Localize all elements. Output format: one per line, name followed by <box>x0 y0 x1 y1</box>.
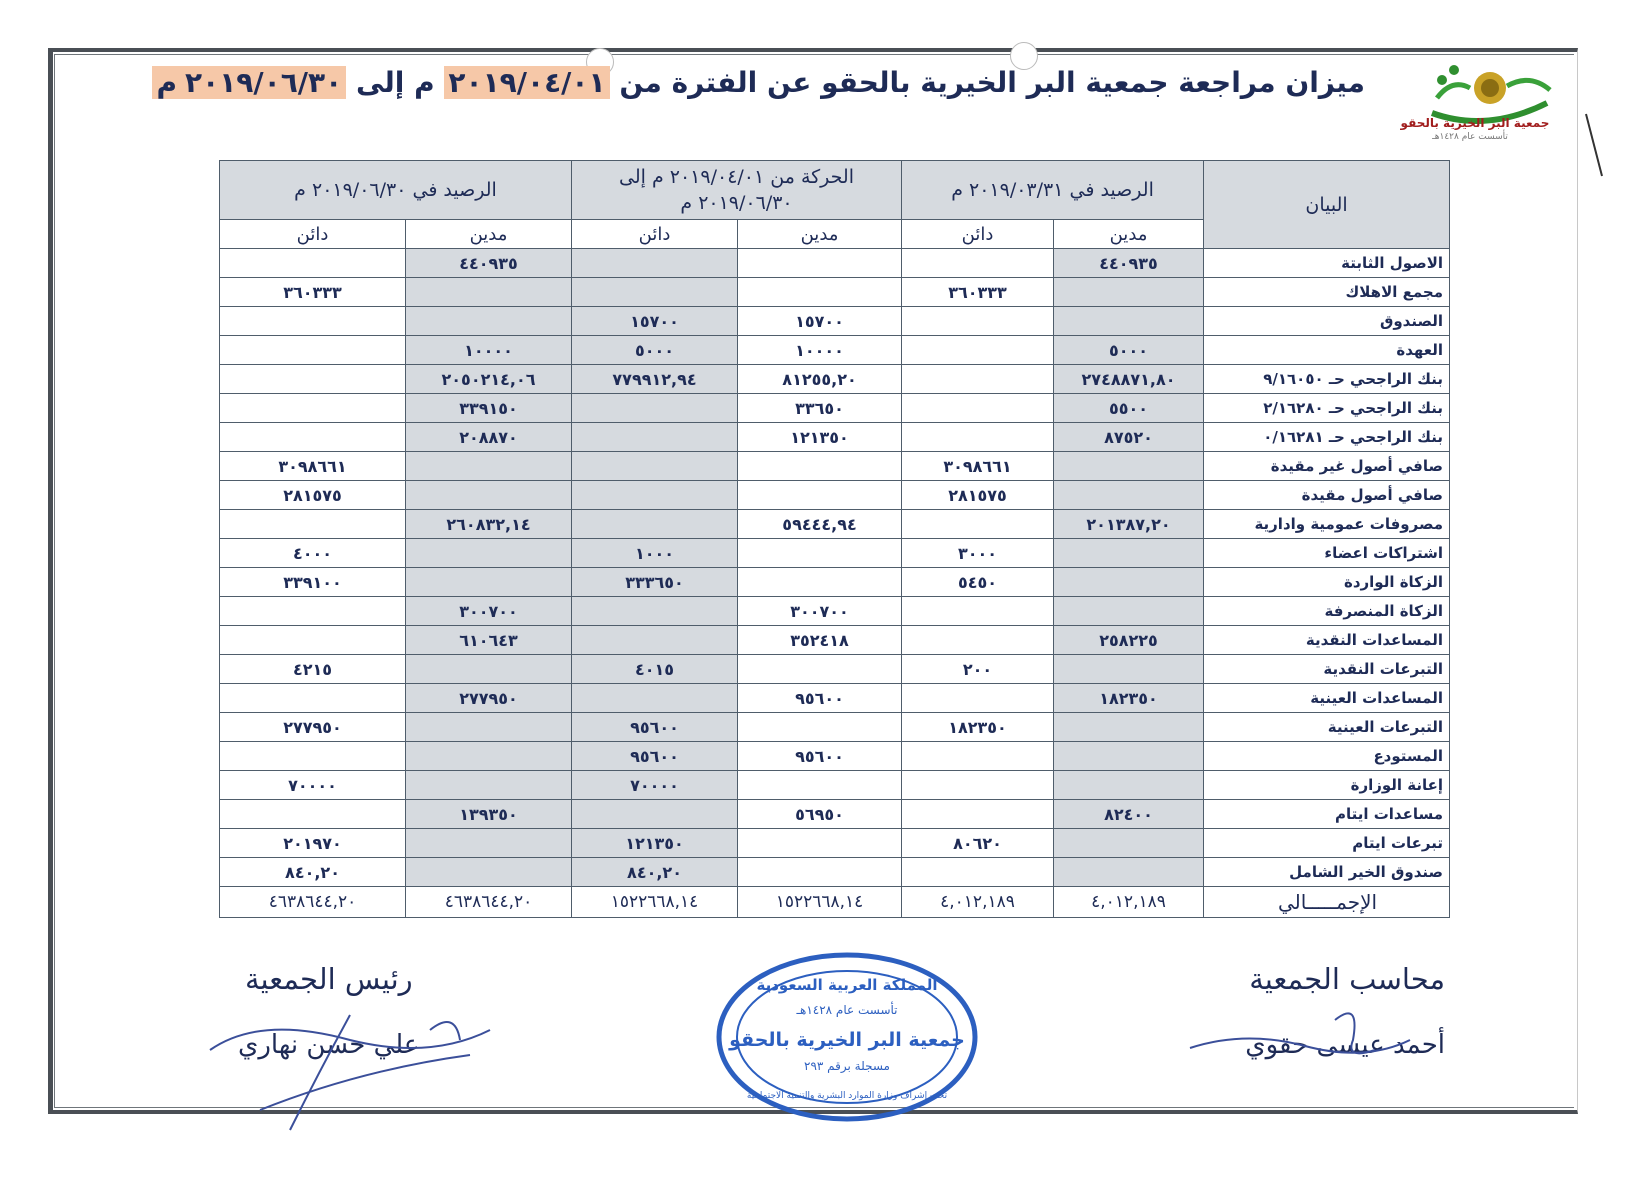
cell-value <box>738 452 902 481</box>
cell-value <box>406 481 572 510</box>
cell-value <box>220 336 406 365</box>
table-row <box>220 800 1450 829</box>
cell-value <box>738 829 902 858</box>
cell-value <box>406 655 572 684</box>
header-movement: الحركة من ٢٠١٩/٠٤/٠١ م إلى ٢٠١٩/٠٦/٣٠ م <box>572 161 902 220</box>
cell-value <box>902 597 1054 626</box>
table-row <box>220 829 1450 858</box>
cell-value: ٢٨١٥٧٥ <box>220 481 406 510</box>
cell-value <box>220 510 406 539</box>
cell-value: ١٥٧٠٠ <box>738 307 902 336</box>
cell-value <box>406 452 572 481</box>
table-row <box>220 655 1450 684</box>
cell-value <box>220 597 406 626</box>
cell-value: ٢٠٠ <box>902 655 1054 684</box>
cell-value <box>406 742 572 771</box>
table-row <box>220 278 1450 307</box>
cell-value <box>406 771 572 800</box>
title-middle: م إلى <box>355 66 435 99</box>
cell-value <box>738 713 902 742</box>
row-label: بنك الراجحي حـ ٢/١٦٢٨٠ <box>1204 394 1450 423</box>
header-statement: البيان <box>1204 161 1450 249</box>
header-credit: دائن <box>220 220 406 249</box>
cell-value <box>1054 481 1204 510</box>
row-label: اشتراكات اعضاء <box>1204 539 1450 568</box>
cell-value <box>220 684 406 713</box>
row-label: المساعدات العينية <box>1204 684 1450 713</box>
cell-value: ٣٣٩١٥٠ <box>406 394 572 423</box>
cell-value: ٢٨١٥٧٥ <box>902 481 1054 510</box>
cell-value: ١٣٩٣٥٠ <box>406 800 572 829</box>
header-debit: مدين <box>406 220 572 249</box>
row-label: التبرعات النقدية <box>1204 655 1450 684</box>
row-label: إعانة الوزارة <box>1204 771 1450 800</box>
cell-value <box>220 394 406 423</box>
cell-value: ٣٣٣٦٥٠ <box>572 568 738 597</box>
table-row <box>220 742 1450 771</box>
cell-value <box>220 626 406 655</box>
president-name: علي حسن نهاري <box>238 1030 420 1060</box>
stamp-line-3: جمعية البر الخيرية بالحقو <box>729 1029 965 1051</box>
cell-value: ٣٣٦٥٠ <box>738 394 902 423</box>
cell-value <box>572 800 738 829</box>
cell-value <box>220 249 406 278</box>
cell-value <box>902 365 1054 394</box>
logo-name: جمعية البر الخيرية بالحقو <box>1400 116 1550 130</box>
cell-value: ٢٦٠٨٣٢,١٤ <box>406 510 572 539</box>
cell-value: ١٥٢٢٦٦٨,١٤ <box>738 887 902 918</box>
row-label: الزكاة الواردة <box>1204 568 1450 597</box>
cell-value: ٨٢٤٠٠ <box>1054 800 1204 829</box>
row-label: بنك الراجحي حـ ٩/١٦٠٥٠ <box>1204 365 1450 394</box>
row-label: مساعدات ايتام <box>1204 800 1450 829</box>
cell-value <box>738 481 902 510</box>
table-row <box>220 423 1450 452</box>
cell-value <box>902 336 1054 365</box>
page-title <box>152 66 1365 106</box>
total-row <box>220 887 1450 918</box>
row-label: العهدة <box>1204 336 1450 365</box>
stamp-line-4: مسجلة برقم ٢٩٣ <box>804 1059 890 1073</box>
stamp-line-5: تحت إشراف وزارة الموارد البشرية والتنمية الاجتماعية <box>746 1091 948 1101</box>
cell-value <box>1054 829 1204 858</box>
cell-value <box>738 655 902 684</box>
cell-value: ٩٥٦٠٠ <box>738 742 902 771</box>
cell-value: ٣٦٠٣٣٣ <box>220 278 406 307</box>
row-label: مجمع الاهلاك <box>1204 278 1450 307</box>
cell-value: ١٠٠٠٠ <box>738 336 902 365</box>
table-row <box>220 568 1450 597</box>
cell-value: ٨١٢٥٥,٢٠ <box>738 365 902 394</box>
cell-value <box>902 742 1054 771</box>
cell-value <box>406 568 572 597</box>
cell-value <box>738 771 902 800</box>
table-body <box>220 249 1450 918</box>
cell-value <box>220 365 406 394</box>
cell-value <box>406 829 572 858</box>
cell-value <box>902 249 1054 278</box>
cell-value <box>572 481 738 510</box>
cell-value: ٥٠٠٠ <box>572 336 738 365</box>
row-label: صافي أصول غير مقيدة <box>1204 452 1450 481</box>
cell-value: ٢٠١٣٨٧,٢٠ <box>1054 510 1204 539</box>
table-row <box>220 452 1450 481</box>
cell-value <box>738 278 902 307</box>
cell-value: ١٢١٣٥٠ <box>572 829 738 858</box>
cell-value: ٤٦٣٨٦٤٤,٢٠ <box>406 887 572 918</box>
cell-value: ٩٥٦٠٠ <box>572 713 738 742</box>
title-date-from: ٢٠١٩/٠٤/٠١ <box>444 66 609 99</box>
row-label: صافي أصول مقيدة <box>1204 481 1450 510</box>
cell-value <box>406 858 572 887</box>
table-row <box>220 626 1450 655</box>
title-date-to: ٢٠١٩/٠٦/٣٠ <box>181 66 346 99</box>
header-credit: دائن <box>902 220 1054 249</box>
cell-value <box>1054 452 1204 481</box>
header-opening-balance: الرصيد في ٢٠١٩/٠٣/٣١ م <box>902 161 1204 220</box>
cell-value: ٣٥٢٤١٨ <box>738 626 902 655</box>
cell-value <box>572 597 738 626</box>
cell-value: ٢٥٨٢٢٥ <box>1054 626 1204 655</box>
cell-value <box>1054 278 1204 307</box>
president-signature <box>200 1010 500 1140</box>
cell-value: ٣٦٠٣٣٣ <box>902 278 1054 307</box>
cell-value <box>1054 713 1204 742</box>
cell-value: ٦١٠٦٤٣ <box>406 626 572 655</box>
cell-value: ٢٧٤٨٨٧١,٨٠ <box>1054 365 1204 394</box>
cell-value <box>572 684 738 713</box>
cell-value <box>738 858 902 887</box>
cell-value: ٥٩٤٤٤,٩٤ <box>738 510 902 539</box>
cell-value: ٢٠٨٨٧٠ <box>406 423 572 452</box>
cell-value <box>572 452 738 481</box>
cell-value <box>738 568 902 597</box>
accountant-signature <box>1185 1000 1415 1080</box>
cell-value <box>902 771 1054 800</box>
table-row <box>220 771 1450 800</box>
cell-value: ٤٤٠٩٣٥ <box>1054 249 1204 278</box>
cell-value: ٣٣٩١٠٠ <box>220 568 406 597</box>
cell-value: ٧٠٠٠٠ <box>220 771 406 800</box>
row-label: الصندوق <box>1204 307 1450 336</box>
cell-value: ١٠٠٠٠ <box>406 336 572 365</box>
cell-value <box>902 423 1054 452</box>
table-row <box>220 307 1450 336</box>
row-label: بنك الراجحي حـ ٠/١٦٢٨١ <box>1204 423 1450 452</box>
cell-value: ٧٠٠٠٠ <box>572 771 738 800</box>
cell-value: ٣٠٩٨٦٦١ <box>220 452 406 481</box>
table-row <box>220 249 1450 278</box>
cell-value: ٤٢١٥ <box>220 655 406 684</box>
row-label: الزكاة المنصرفة <box>1204 597 1450 626</box>
cell-value <box>220 307 406 336</box>
trial-balance-table <box>219 160 1450 918</box>
cell-value: ٨٠٦٢٠ <box>902 829 1054 858</box>
cell-value: ٤٤٠٩٣٥ <box>406 249 572 278</box>
cell-value <box>1054 771 1204 800</box>
cell-value <box>406 307 572 336</box>
cell-value: ١٢١٣٥٠ <box>738 423 902 452</box>
cell-value <box>1054 742 1204 771</box>
logo-subtitle: تأسست عام ١٤٢٨هـ <box>1432 132 1508 142</box>
cell-value <box>738 539 902 568</box>
header-credit: دائن <box>572 220 738 249</box>
cell-value: ٣٠٩٨٦٦١ <box>902 452 1054 481</box>
cell-value <box>572 249 738 278</box>
table-row <box>220 394 1450 423</box>
cell-value <box>1054 307 1204 336</box>
cell-value <box>902 510 1054 539</box>
cell-value: ٤,٠١٢,١٨٩ <box>1054 887 1204 918</box>
header-closing-balance: الرصيد في ٢٠١٩/٠٦/٣٠ م <box>220 161 572 220</box>
row-label: صندوق الخير الشامل <box>1204 858 1450 887</box>
cell-value: ٢٠٥٠٢١٤,٠٦ <box>406 365 572 394</box>
cell-value: ٥٠٠٠ <box>1054 336 1204 365</box>
table-row <box>220 539 1450 568</box>
row-label: المساعدات النقدية <box>1204 626 1450 655</box>
accountant-name: أحمد عيسى حقوي <box>1245 1030 1445 1060</box>
cell-value <box>902 626 1054 655</box>
cell-value: ٥٥٠٠ <box>1054 394 1204 423</box>
cell-value <box>902 800 1054 829</box>
cell-value <box>902 307 1054 336</box>
cell-value: ٣٠٠٧٠٠ <box>738 597 902 626</box>
cell-value: ٢٧٧٩٥٠ <box>220 713 406 742</box>
cell-value: ٤٠٠٠ <box>220 539 406 568</box>
cell-value <box>1054 655 1204 684</box>
cell-value: ٨٤٠,٢٠ <box>572 858 738 887</box>
cell-value <box>1054 597 1204 626</box>
cell-value <box>572 278 738 307</box>
row-label: التبرعات العينية <box>1204 713 1450 742</box>
cell-value: ٧٧٩٩١٢,٩٤ <box>572 365 738 394</box>
cell-value: ١٨٢٣٥٠ <box>902 713 1054 742</box>
cell-value <box>220 800 406 829</box>
cell-value <box>1054 858 1204 887</box>
stamp-line-2: تأسست عام ١٤٢٨هـ <box>796 1003 898 1017</box>
table-row <box>220 597 1450 626</box>
table-row <box>220 713 1450 742</box>
cell-value <box>902 394 1054 423</box>
table-row <box>220 336 1450 365</box>
row-label: المستودع <box>1204 742 1450 771</box>
stamp-line-1: المملكة العربية السعودية <box>756 976 938 994</box>
table-row <box>220 365 1450 394</box>
official-stamp <box>712 948 982 1126</box>
cell-value: ٤٦٣٨٦٤٤,٢٠ <box>220 887 406 918</box>
cell-value: ٨٤٠,٢٠ <box>220 858 406 887</box>
cell-value <box>902 684 1054 713</box>
cell-value <box>220 742 406 771</box>
cell-value: ٥٦٩٥٠ <box>738 800 902 829</box>
cell-value: ٩٥٦٠٠ <box>572 742 738 771</box>
cell-value <box>406 539 572 568</box>
cell-value: ٩٥٦٠٠ <box>738 684 902 713</box>
cell-value: ٤٠١٥ <box>572 655 738 684</box>
cell-value <box>1054 539 1204 568</box>
cell-value: ٥٤٥٠ <box>902 568 1054 597</box>
cell-value <box>738 249 902 278</box>
cell-value: ٣٠٠٧٠٠ <box>406 597 572 626</box>
cell-value: ١٥٢٢٦٦٨,١٤ <box>572 887 738 918</box>
cell-value <box>220 423 406 452</box>
cell-value: ١٨٢٣٥٠ <box>1054 684 1204 713</box>
cell-value: ٣٠٠٠ <box>902 539 1054 568</box>
table-row <box>220 858 1450 887</box>
cell-value <box>406 278 572 307</box>
table-row <box>220 510 1450 539</box>
cell-value: ٨٧٥٢٠ <box>1054 423 1204 452</box>
header-debit: مدين <box>738 220 902 249</box>
cell-value <box>572 423 738 452</box>
cell-value: ١٠٠٠ <box>572 539 738 568</box>
cell-value <box>572 394 738 423</box>
title-prefix: ميزان مراجعة جمعية البر الخيرية بالحقو عن الفترة من <box>619 66 1365 99</box>
pen-mark <box>1580 110 1610 180</box>
row-label: مصروفات عمومية وادارية <box>1204 510 1450 539</box>
title-suffix: م <box>152 66 181 99</box>
header-debit: مدين <box>1054 220 1204 249</box>
cell-value: ٤,٠١٢,١٨٩ <box>902 887 1054 918</box>
president-title: رئيس الجمعية <box>245 962 413 996</box>
cell-value <box>1054 568 1204 597</box>
table-row <box>220 684 1450 713</box>
cell-value: ٢٧٧٩٥٠ <box>406 684 572 713</box>
row-label: الاصول الثابتة <box>1204 249 1450 278</box>
cell-value <box>902 858 1054 887</box>
cell-value <box>406 713 572 742</box>
row-label: الإجمـــــالي <box>1204 887 1450 918</box>
accountant-title: محاسب الجمعية <box>1249 962 1445 996</box>
table-row <box>220 481 1450 510</box>
cell-value: ٢٠١٩٧٠ <box>220 829 406 858</box>
cell-value <box>572 626 738 655</box>
cell-value: ١٥٧٠٠ <box>572 307 738 336</box>
row-label: تبرعات ايتام <box>1204 829 1450 858</box>
cell-value <box>572 510 738 539</box>
